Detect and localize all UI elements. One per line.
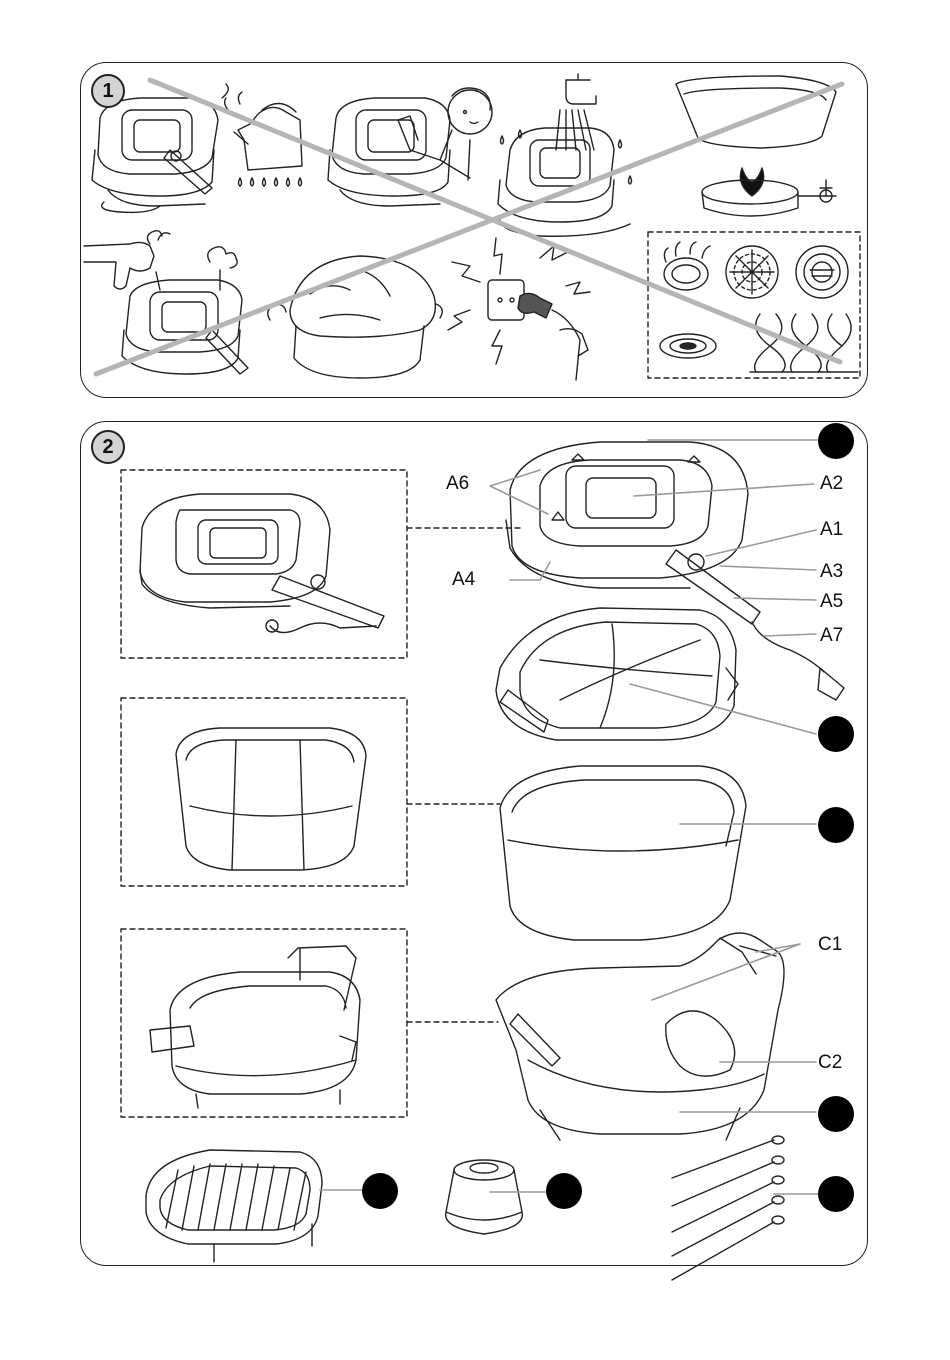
label-a4: A4 (452, 569, 476, 590)
cooker-hot-cover-icon (92, 98, 218, 212)
callout-marker-base (818, 1096, 854, 1132)
lid-unit-icon (506, 442, 844, 700)
skewers-icon (672, 1136, 784, 1280)
label-a6: A6 (446, 473, 470, 494)
label-a7: A7 (820, 625, 844, 646)
ceramic-hob-icon (660, 334, 716, 358)
prohibition-cross (96, 80, 842, 374)
callout-marker-lid (818, 423, 854, 459)
base-icon (150, 946, 360, 1108)
lid-unit-icon (140, 494, 384, 633)
hand-near-steam-icon (84, 231, 248, 374)
electric-hotplate-icon (726, 246, 778, 298)
callout-marker-grill-plate (818, 716, 854, 752)
rack-icon (146, 1150, 322, 1262)
label-a2: A2 (820, 473, 844, 494)
callout-marker-rack (362, 1173, 398, 1209)
label-c1: C1 (818, 934, 843, 955)
label-a5: A5 (820, 591, 844, 612)
induction-hob-icon (796, 246, 848, 298)
step-2-badge: 2 (91, 430, 125, 464)
grill-plate-icon (496, 608, 738, 740)
cup-icon (446, 1160, 523, 1234)
base-icon (496, 933, 784, 1140)
label-a3: A3 (820, 561, 844, 582)
callout-marker-bowl (818, 807, 854, 843)
bowl-icon (500, 766, 746, 940)
label-a1: A1 (820, 519, 844, 540)
callout-marker-skewers (818, 1176, 854, 1212)
label-c2: C2 (818, 1052, 843, 1073)
bowl-icon (176, 728, 366, 870)
step-1-badge: 1 (91, 74, 125, 108)
electric-shock-icon (448, 238, 590, 380)
gas-ring-icon (664, 242, 710, 290)
callout-marker-cup (546, 1173, 582, 1209)
